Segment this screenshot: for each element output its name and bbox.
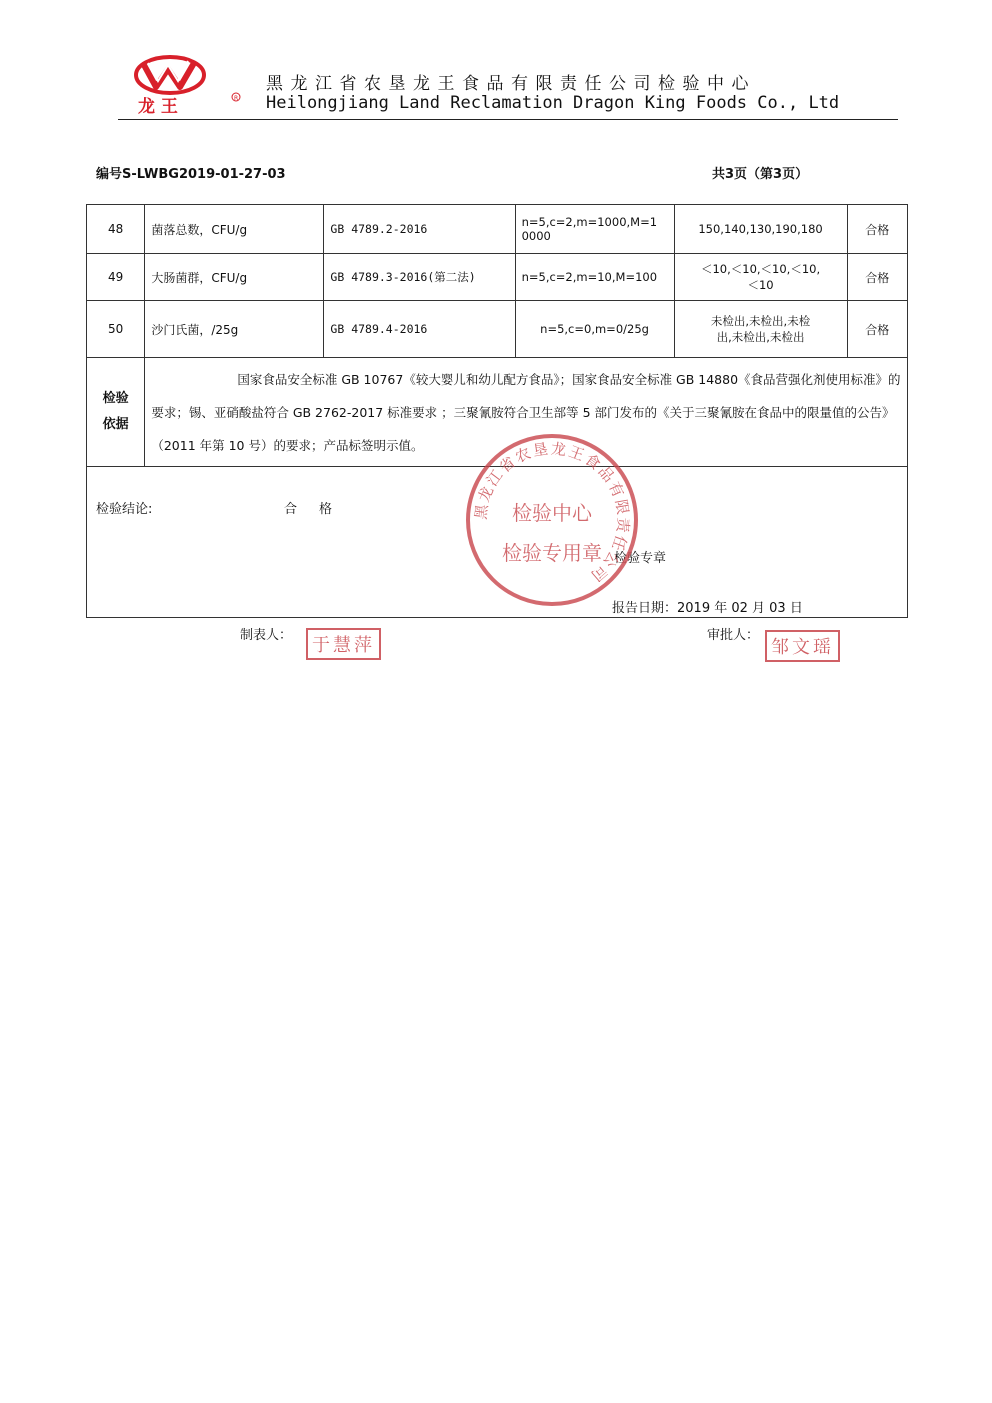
test-result-line: ＜10 (747, 278, 774, 292)
test-result (674, 205, 847, 254)
test-result-line: ＜10,＜10,＜10,＜10, (700, 262, 821, 276)
verdict: 合格 (847, 205, 907, 254)
sampling-plan-line: n=5,c=0,m=0/25g (540, 322, 649, 336)
approver-signature-stamp: 邹文瑶 (765, 630, 840, 662)
test-result (674, 254, 847, 301)
basis-label (87, 358, 145, 467)
stamp-label: 检验专章 (614, 551, 667, 566)
table-row (87, 254, 908, 301)
basis-label-line: 依据 (102, 417, 129, 432)
sampling-plan (515, 301, 674, 358)
row-number: 49 (87, 254, 145, 301)
company-name-en: Heilongjiang Land Reclamation Dragon King Foods Co., Ltd (266, 93, 840, 113)
test-method: GB 4789.2-2016 (324, 205, 515, 254)
test-result-line: 未检出,未检出,未检 (710, 314, 811, 328)
test-method: GB 4789.3-2016(第二法) (324, 254, 515, 301)
sampling-plan (515, 205, 674, 254)
basis-text: 国家食品安全标准 GB 10767《较大婴儿和幼儿配方食品》；国家食品安全标准 GB 14880《食品营强化剂使用标准》的要求；锡、亚硝酸盐符合 GB 2762-2017 标准要求 ；三聚氰胺符合卫生部等 5 部门发布的《关于三聚氰胺在食品中的限量值的公告》（2011 年第 10 号）的要求；产品标签明示值。 (145, 358, 908, 467)
sampling-plan-line: n=5,c=2,m=1000,M=1 (521, 215, 658, 229)
logo-text: 龙 王 (138, 97, 178, 117)
verdict: 合格 (847, 301, 907, 358)
inspection-seal (462, 430, 642, 610)
approver-label: 审批人： (707, 628, 760, 643)
sampling-plan-line: 0000 (521, 229, 551, 243)
row-number: 50 (87, 301, 145, 358)
test-item: 大肠菌群，CFU/g (145, 254, 324, 301)
test-result-line: 150,140,130,190,180 (698, 222, 823, 236)
test-item: 沙门氏菌，/25g (145, 301, 324, 358)
conclusion-label: 检验结论: (96, 502, 153, 517)
test-method: GB 4789.4-2016 (324, 301, 515, 358)
header-divider (118, 119, 898, 120)
seal-center-line: 检验中心 (512, 501, 592, 525)
verdict: 合格 (847, 254, 907, 301)
page-info: 共3页（第3页） (712, 167, 809, 182)
company-logo (118, 55, 244, 117)
svg-text:R: R (234, 95, 239, 102)
test-item: 菌落总数，CFU/g (145, 205, 324, 254)
sampling-plan-line: n=5,c=2,m=10,M=100 (521, 270, 658, 284)
test-result-line: 出,未检出,未检出 (716, 330, 805, 344)
conclusion-value: 合格 (284, 502, 355, 517)
seal-center-line: 检验专用章 (502, 541, 602, 565)
row-number: 48 (87, 205, 145, 254)
company-name-cn: 黑龙江省农垦龙王食品有限责任公司检验中心 (266, 74, 756, 94)
preparer-label: 制表人： (240, 628, 293, 643)
table-row (87, 301, 908, 358)
basis-label-line: 检验 (102, 391, 129, 406)
seal-ring-text: 黑龙江省农垦龙王食品有限责任公司 (471, 439, 633, 587)
test-result (674, 301, 847, 358)
table-row (87, 205, 908, 254)
report-date: 报告日期：2019 年 02 月 03 日 (612, 601, 803, 616)
preparer-signature-stamp: 于慧萍 (306, 628, 381, 660)
sampling-plan (515, 254, 674, 301)
report-number: 编号S-LWBG2019-01-27-03 (96, 167, 286, 182)
